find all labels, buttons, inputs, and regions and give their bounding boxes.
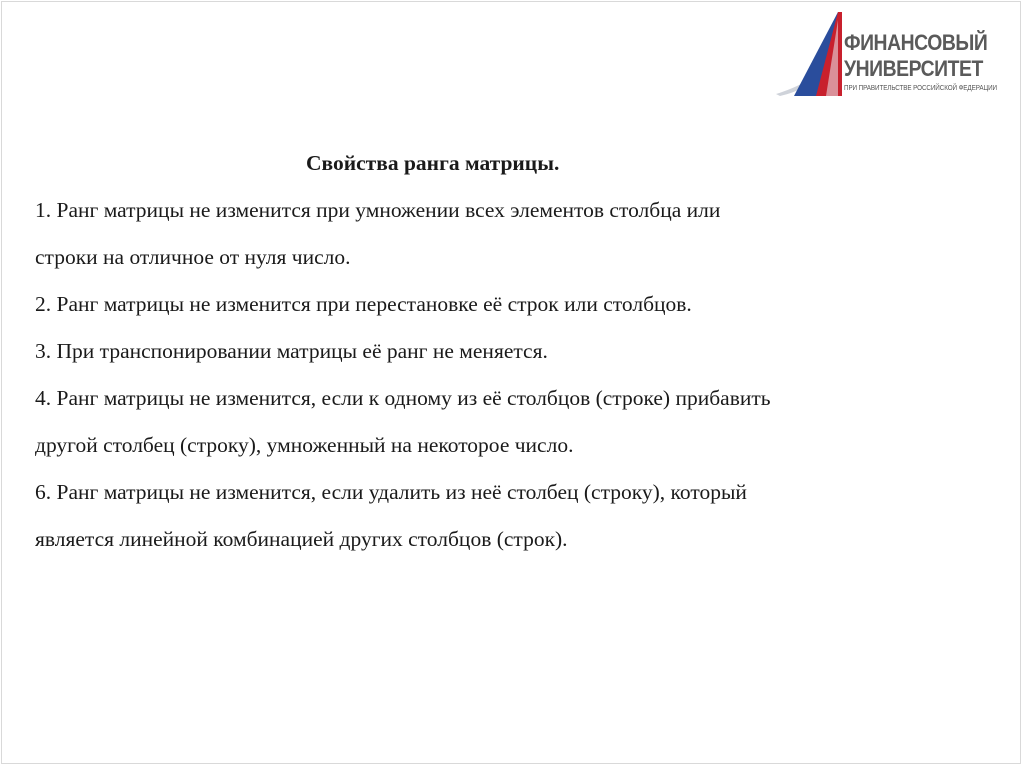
property-6-line-1: 6. Ранг матрицы не изменится, если удалить из неё столбец (строку), который <box>35 480 747 504</box>
property-1-line-1: 1. Ранг матрицы не изменится при умножении всех элементов столбца или <box>35 198 721 222</box>
property-6-line-2: является линейной комбинацией других столбцов (строк). <box>35 527 568 551</box>
logo-emblem-icon <box>776 8 846 100</box>
slide-title: Свойства ранга матрицы. <box>306 151 560 175</box>
property-3-line-1: 3. При транспонировании матрицы её ранг не меняется. <box>35 339 548 363</box>
logo-line-2: УНИВЕРСИТЕТ <box>844 56 983 81</box>
logo-line-3: ПРИ ПРАВИТЕЛЬСТВЕ РОССИЙСКОЙ ФЕДЕРАЦИИ <box>844 85 997 92</box>
property-2-line-1: 2. Ранг матрицы не изменится при перестановке её строк или столбцов. <box>35 292 692 316</box>
university-logo <box>776 8 1006 100</box>
property-item-2 <box>35 281 995 328</box>
slide-content <box>35 140 995 563</box>
property-1-line-2: строки на отличное от нуля число. <box>35 245 351 269</box>
property-item-1 <box>35 187 995 281</box>
property-item-3 <box>35 328 995 375</box>
property-item-4 <box>35 375 995 469</box>
property-4-line-1: 4. Ранг матрицы не изменится, если к одному из её столбцов (строке) прибавить <box>35 386 771 410</box>
logo-wordmark <box>844 30 1014 93</box>
property-4-line-2: другой столбец (строку), умноженный на некоторое число. <box>35 433 574 457</box>
logo-line-1: ФИНАНСОВЫЙ <box>844 30 988 55</box>
slide <box>1 1 1021 764</box>
property-item-6 <box>35 469 995 563</box>
